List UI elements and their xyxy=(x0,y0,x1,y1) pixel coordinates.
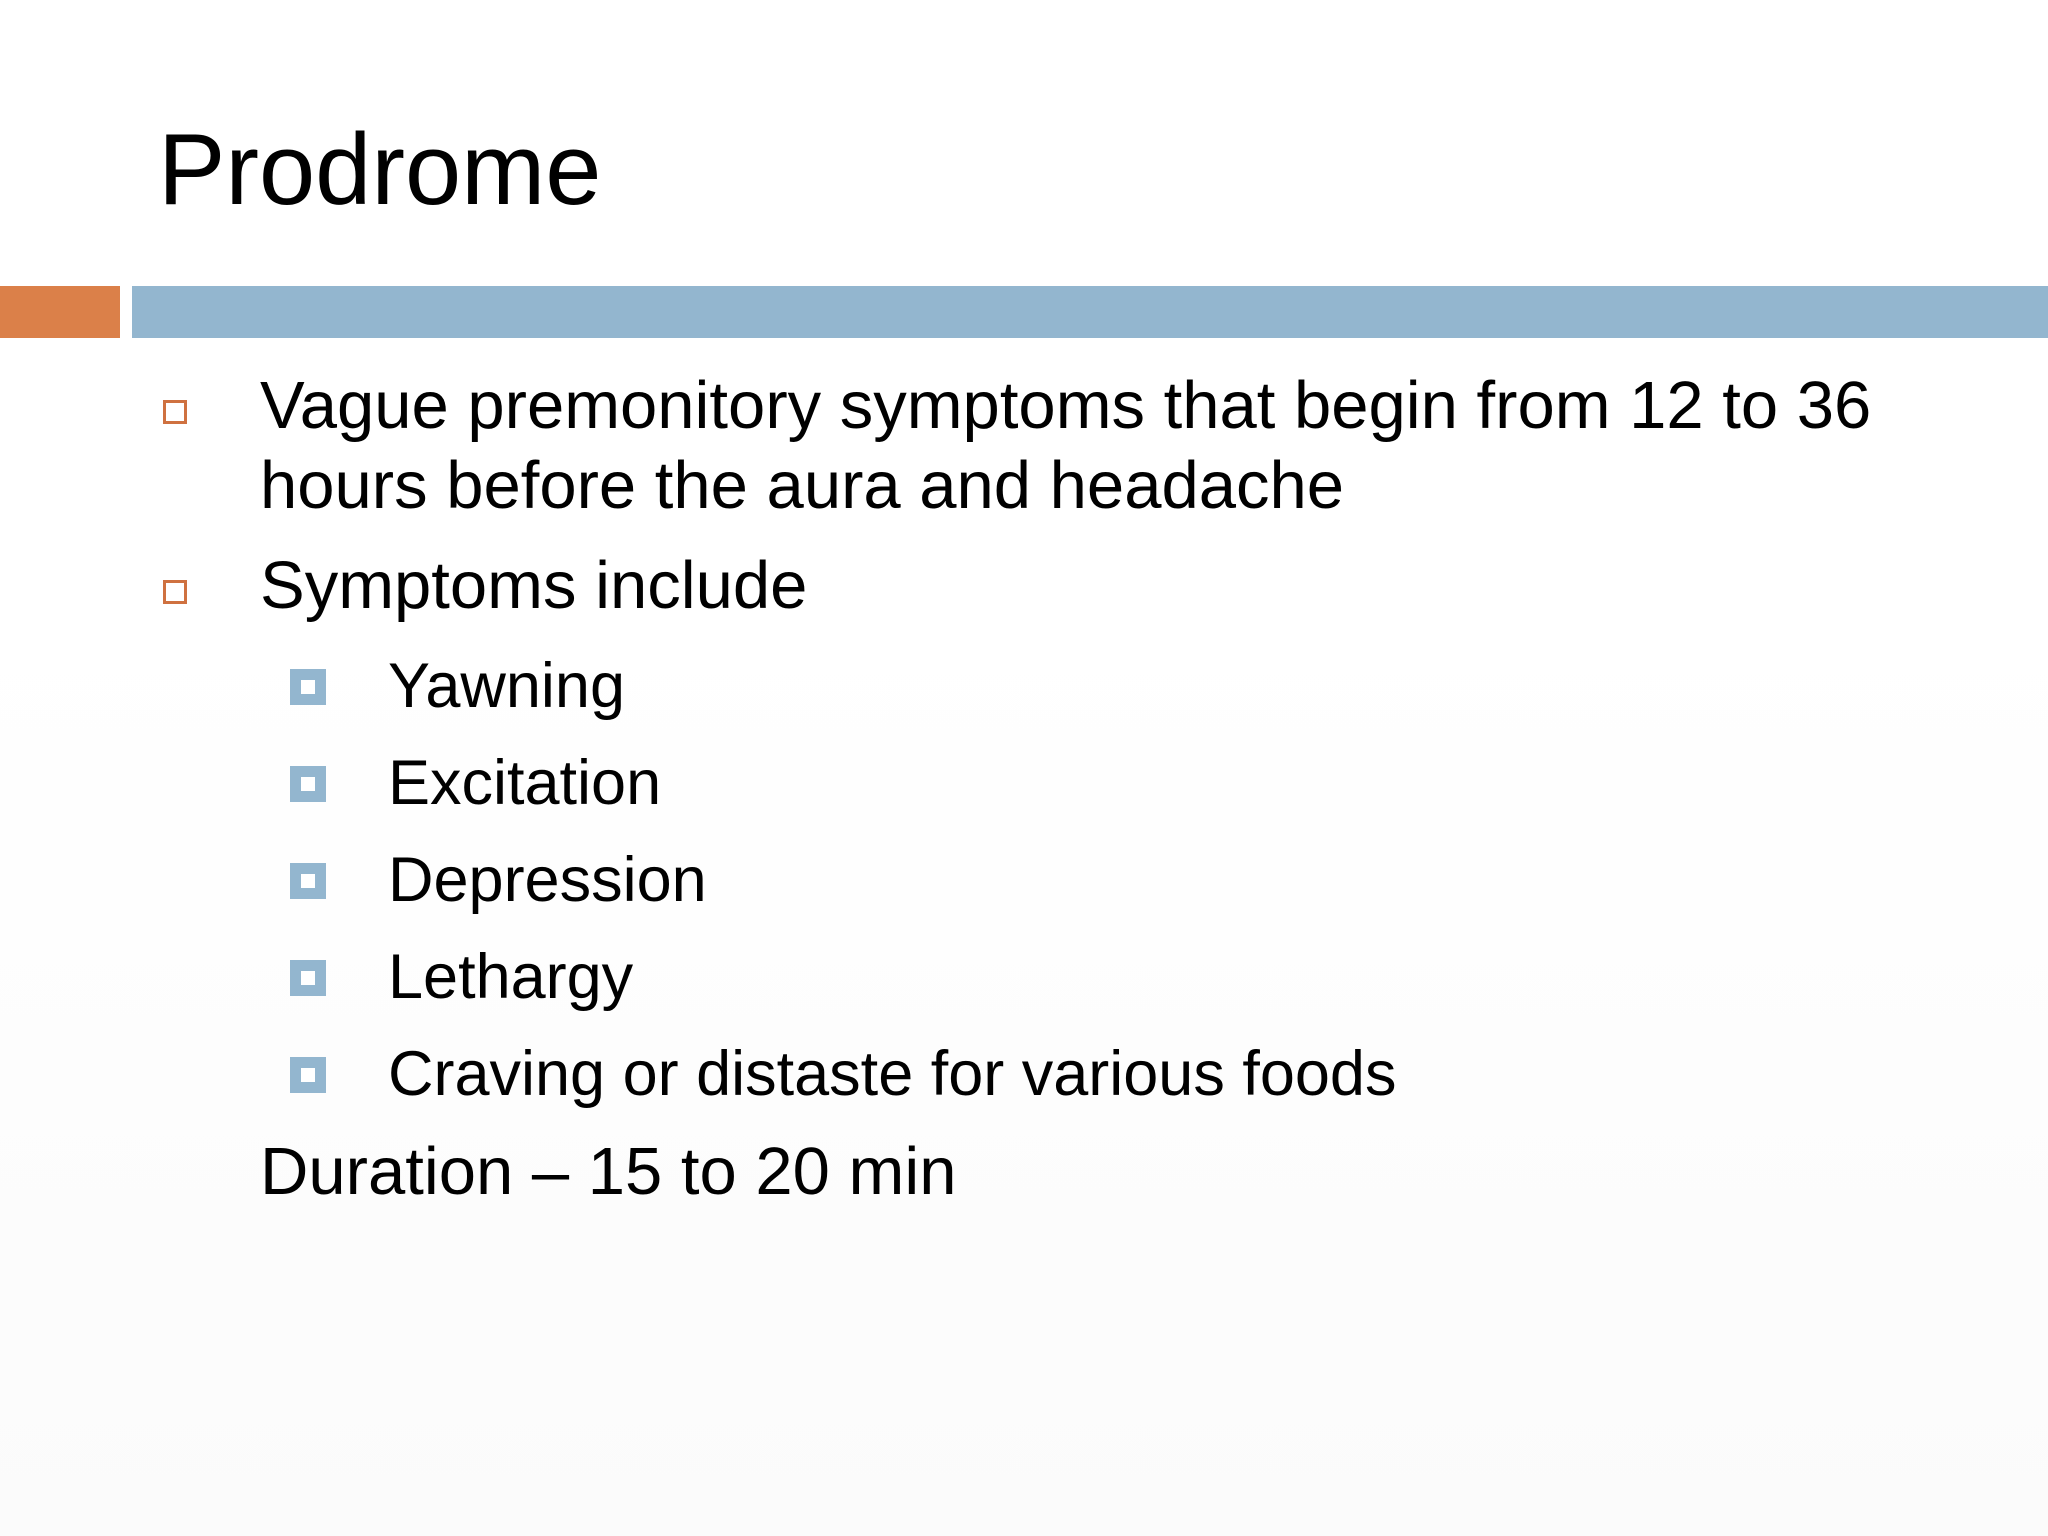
square-bullet-icon xyxy=(290,863,326,899)
bullet-text: Symptoms include xyxy=(260,548,808,623)
accent-bar-blue xyxy=(132,286,2048,338)
duration-text: Duration – 15 to 20 min xyxy=(260,1134,957,1209)
hollow-square-bullet-icon xyxy=(163,400,187,424)
square-bullet-icon xyxy=(290,766,326,802)
bullet-text-line: hours before the aura and headache xyxy=(260,448,1345,523)
sub-item-text: Craving or distaste for various foods xyxy=(388,1039,1397,1109)
bullet-text-line: Vague premonitory symptoms that begin from 12 to 36 xyxy=(260,368,1872,443)
accent-bar-orange xyxy=(0,286,120,338)
slide-title: Prodrome xyxy=(158,114,602,226)
sub-item-text: Excitation xyxy=(388,748,662,818)
sub-item-text: Yawning xyxy=(388,651,625,721)
sub-item-text: Depression xyxy=(388,845,707,915)
square-bullet-icon xyxy=(290,1057,326,1093)
hollow-square-bullet-icon xyxy=(163,580,187,604)
square-bullet-icon xyxy=(290,669,326,705)
sub-item-text: Lethargy xyxy=(388,942,634,1012)
square-bullet-icon xyxy=(290,960,326,996)
